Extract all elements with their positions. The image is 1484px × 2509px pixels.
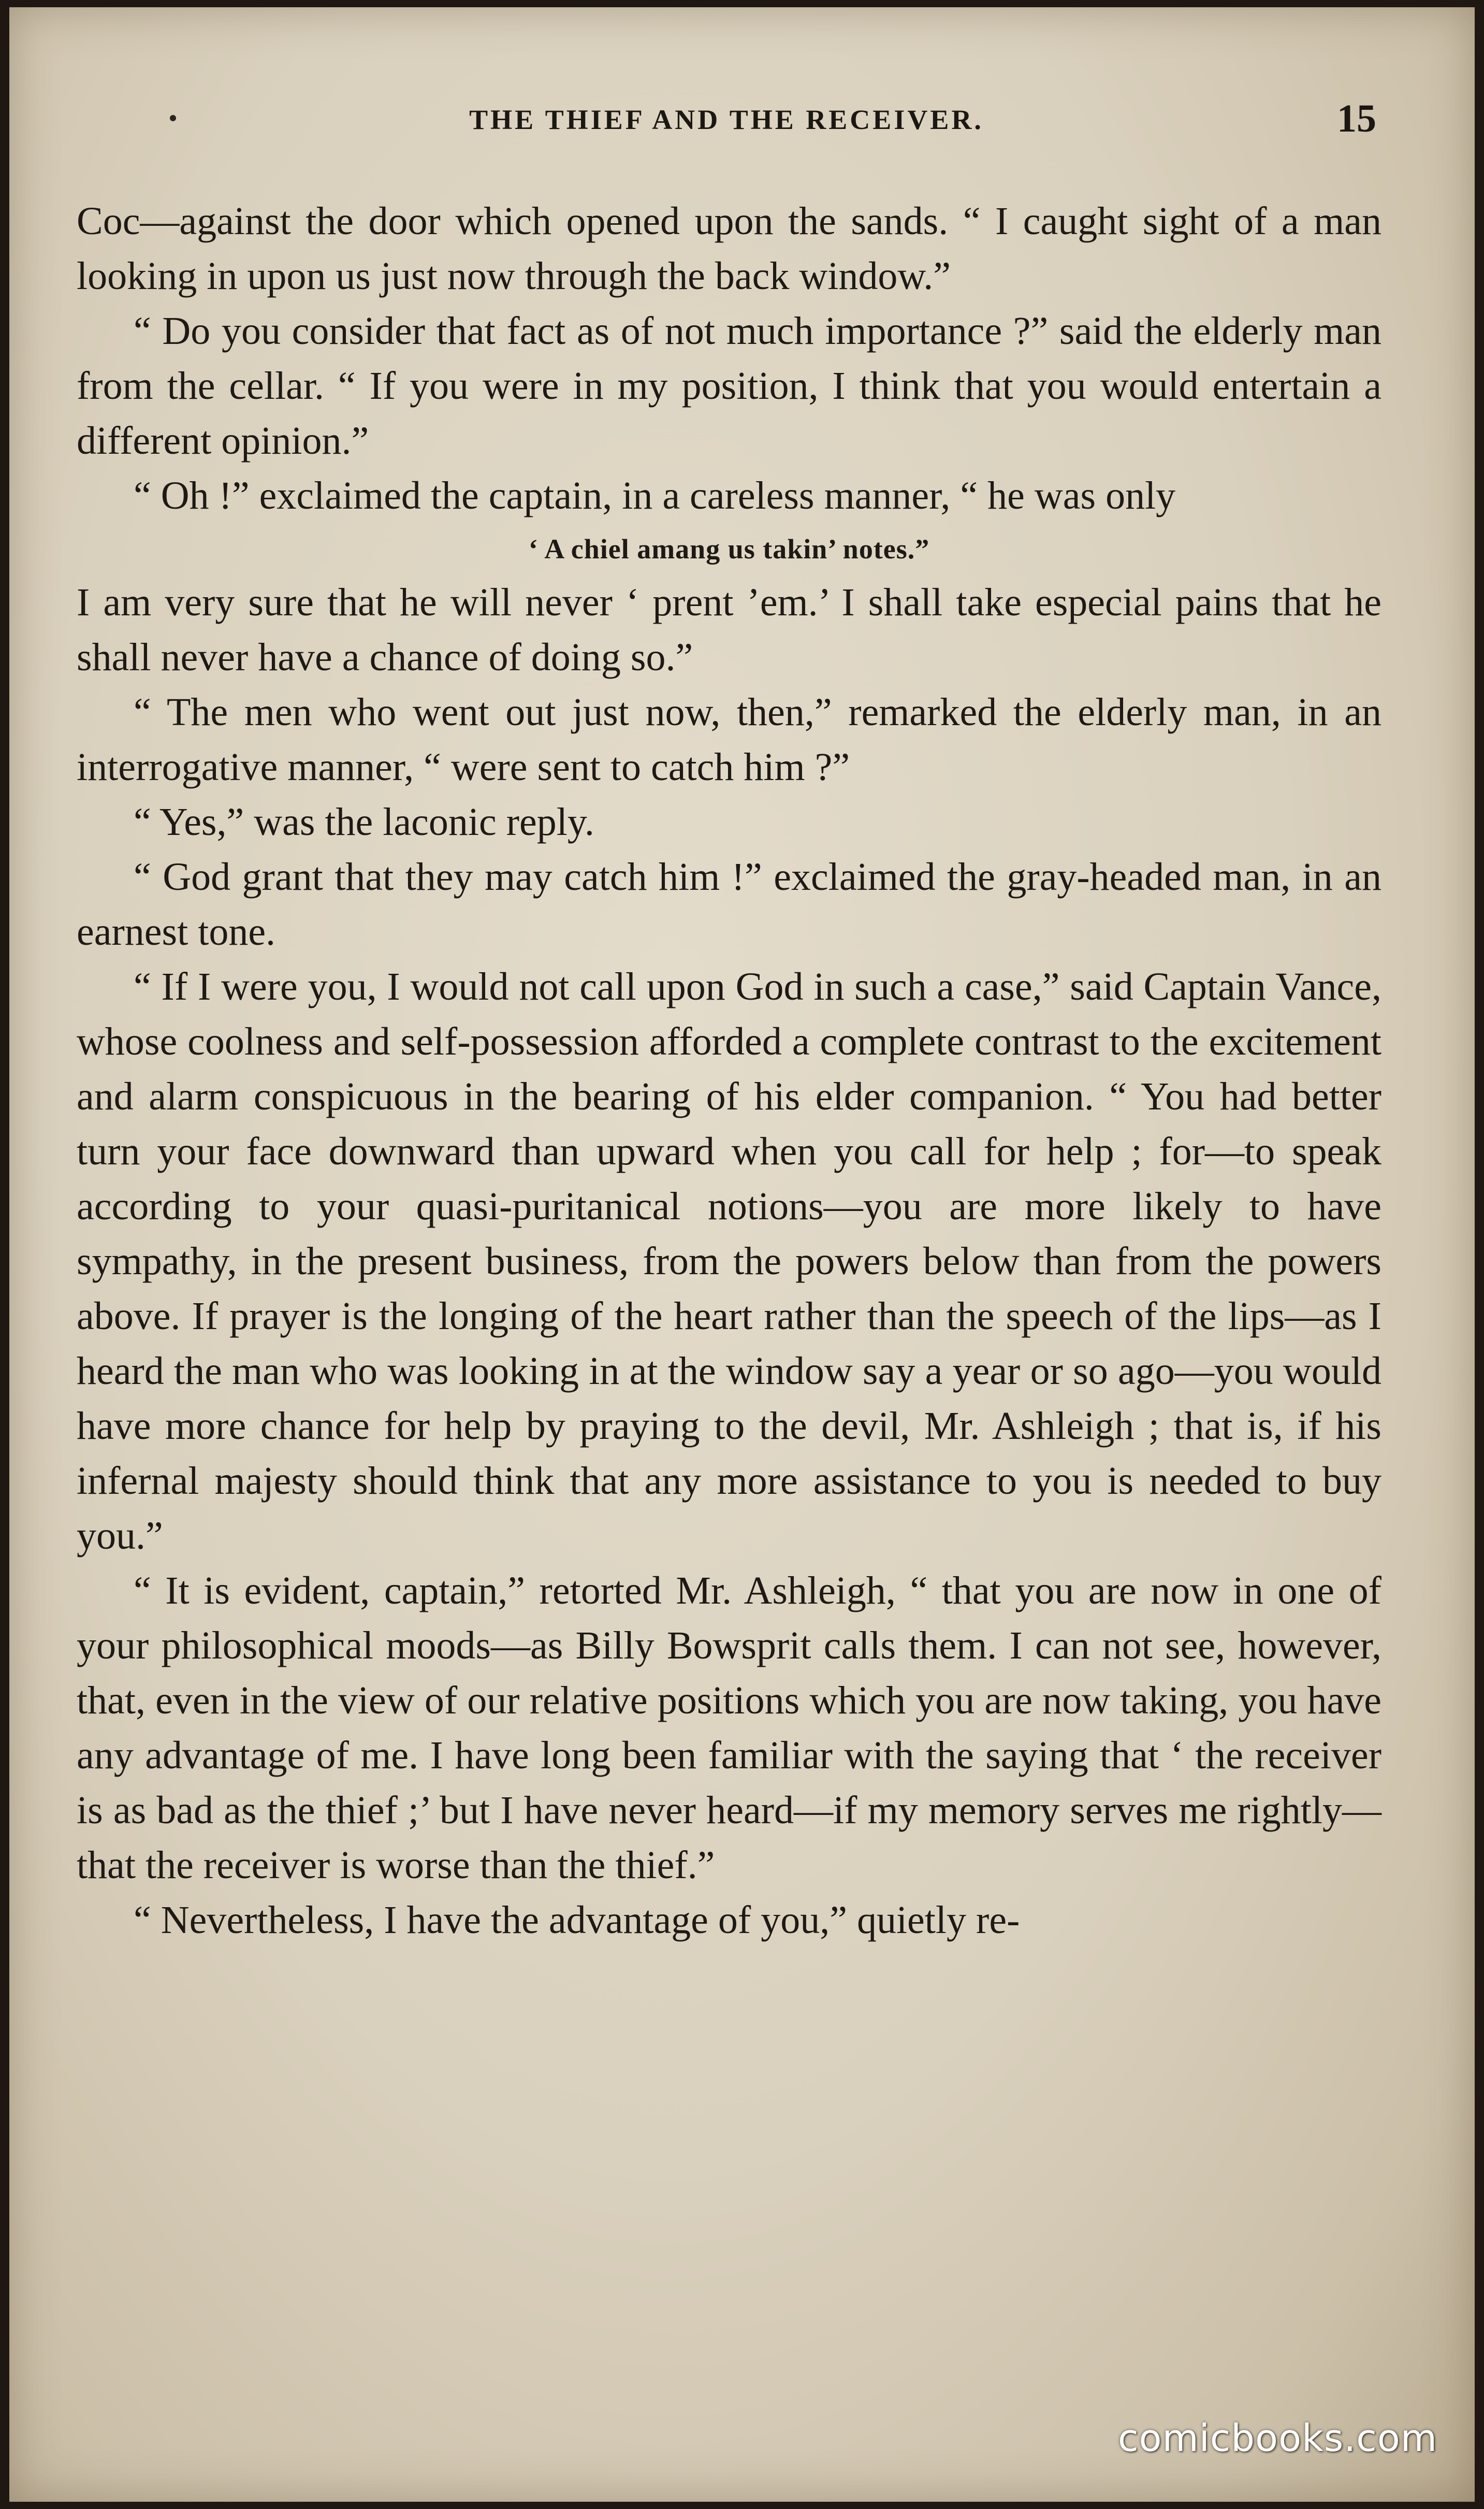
block-quote: ‘ A chiel amang us takin’ notes.” — [528, 533, 930, 565]
paragraph: “ Nevertheless, I have the advantage of you,” quietly re- — [134, 1898, 1020, 1942]
paragraph: “ God grant that they may catch him !” exclaimed the gray-headed man, in an earnest tone. — [77, 855, 1381, 954]
paragraph: Coc—against the door which opened upon the sands. “ I caught sight of a man looking in upon us just now through the back window.” — [77, 199, 1381, 298]
paragraph: I am very sure that he will never ‘ prent ’em.’ I shall take especial pains that he shall never have a chance of doing so.” — [77, 581, 1381, 679]
book-page — [9, 7, 1475, 2502]
running-head: THE THIEF AND THE RECEIVER. — [469, 104, 984, 135]
paragraph: “ If I were you, I would not call upon God in such a case,” said Captain Vance, whose coolness and self-possession afforded a complete contrast to the excitement and alarm conspicuous in the bearing of his elder companion. “ You had better turn your face downward than upward when you call for help ; for—to speak according to your quasi-puritanical notions—you are more likely to have sympathy, in the present business, from the powers below than from the powers above. If prayer is the longing of the heart rather than the speech of the lips—as I heard the man who was looking in at the window say a year or so ago—you would have more chance for help by praying to the devil, Mr. Ashleigh ; that is, if his infernal majesty should think that any more assistance to you is needed to buy you.” — [77, 965, 1381, 1558]
paragraph: “ It is evident, captain,” retorted Mr. Ashleigh, “ that you are now in one of your philosophical moods—as Billy Bowsprit calls them. I can not see, however, that, even in the view of our relative positions which you are now taking, you have any advantage of me. I have long been familiar with the saying that ‘ the receiver is as bad as the thief ;’ but I have never heard—if my memory serves me rightly—that the receiver is worse than the thief.” — [77, 1569, 1381, 1887]
paragraph: “ The men who went out just now, then,” remarked the elderly man, in an interrogative manner, “ were sent to catch him ?” — [77, 690, 1381, 789]
paragraph: “ Do you consider that fact as of not much importance ?” said the elderly man from the cellar. “ If you were in my position, I think that you would entertain a different opinion.” — [77, 309, 1381, 463]
body-text — [77, 194, 1381, 1948]
paragraph: “ Oh !” exclaimed the captain, in a careless manner, “ he was only — [134, 474, 1176, 517]
paragraph: “ Yes,” was the laconic reply. — [134, 800, 594, 844]
page-header — [77, 96, 1376, 143]
page-number: 15 — [1337, 97, 1376, 140]
site-watermark: comicbooks.com — [1117, 2416, 1437, 2460]
